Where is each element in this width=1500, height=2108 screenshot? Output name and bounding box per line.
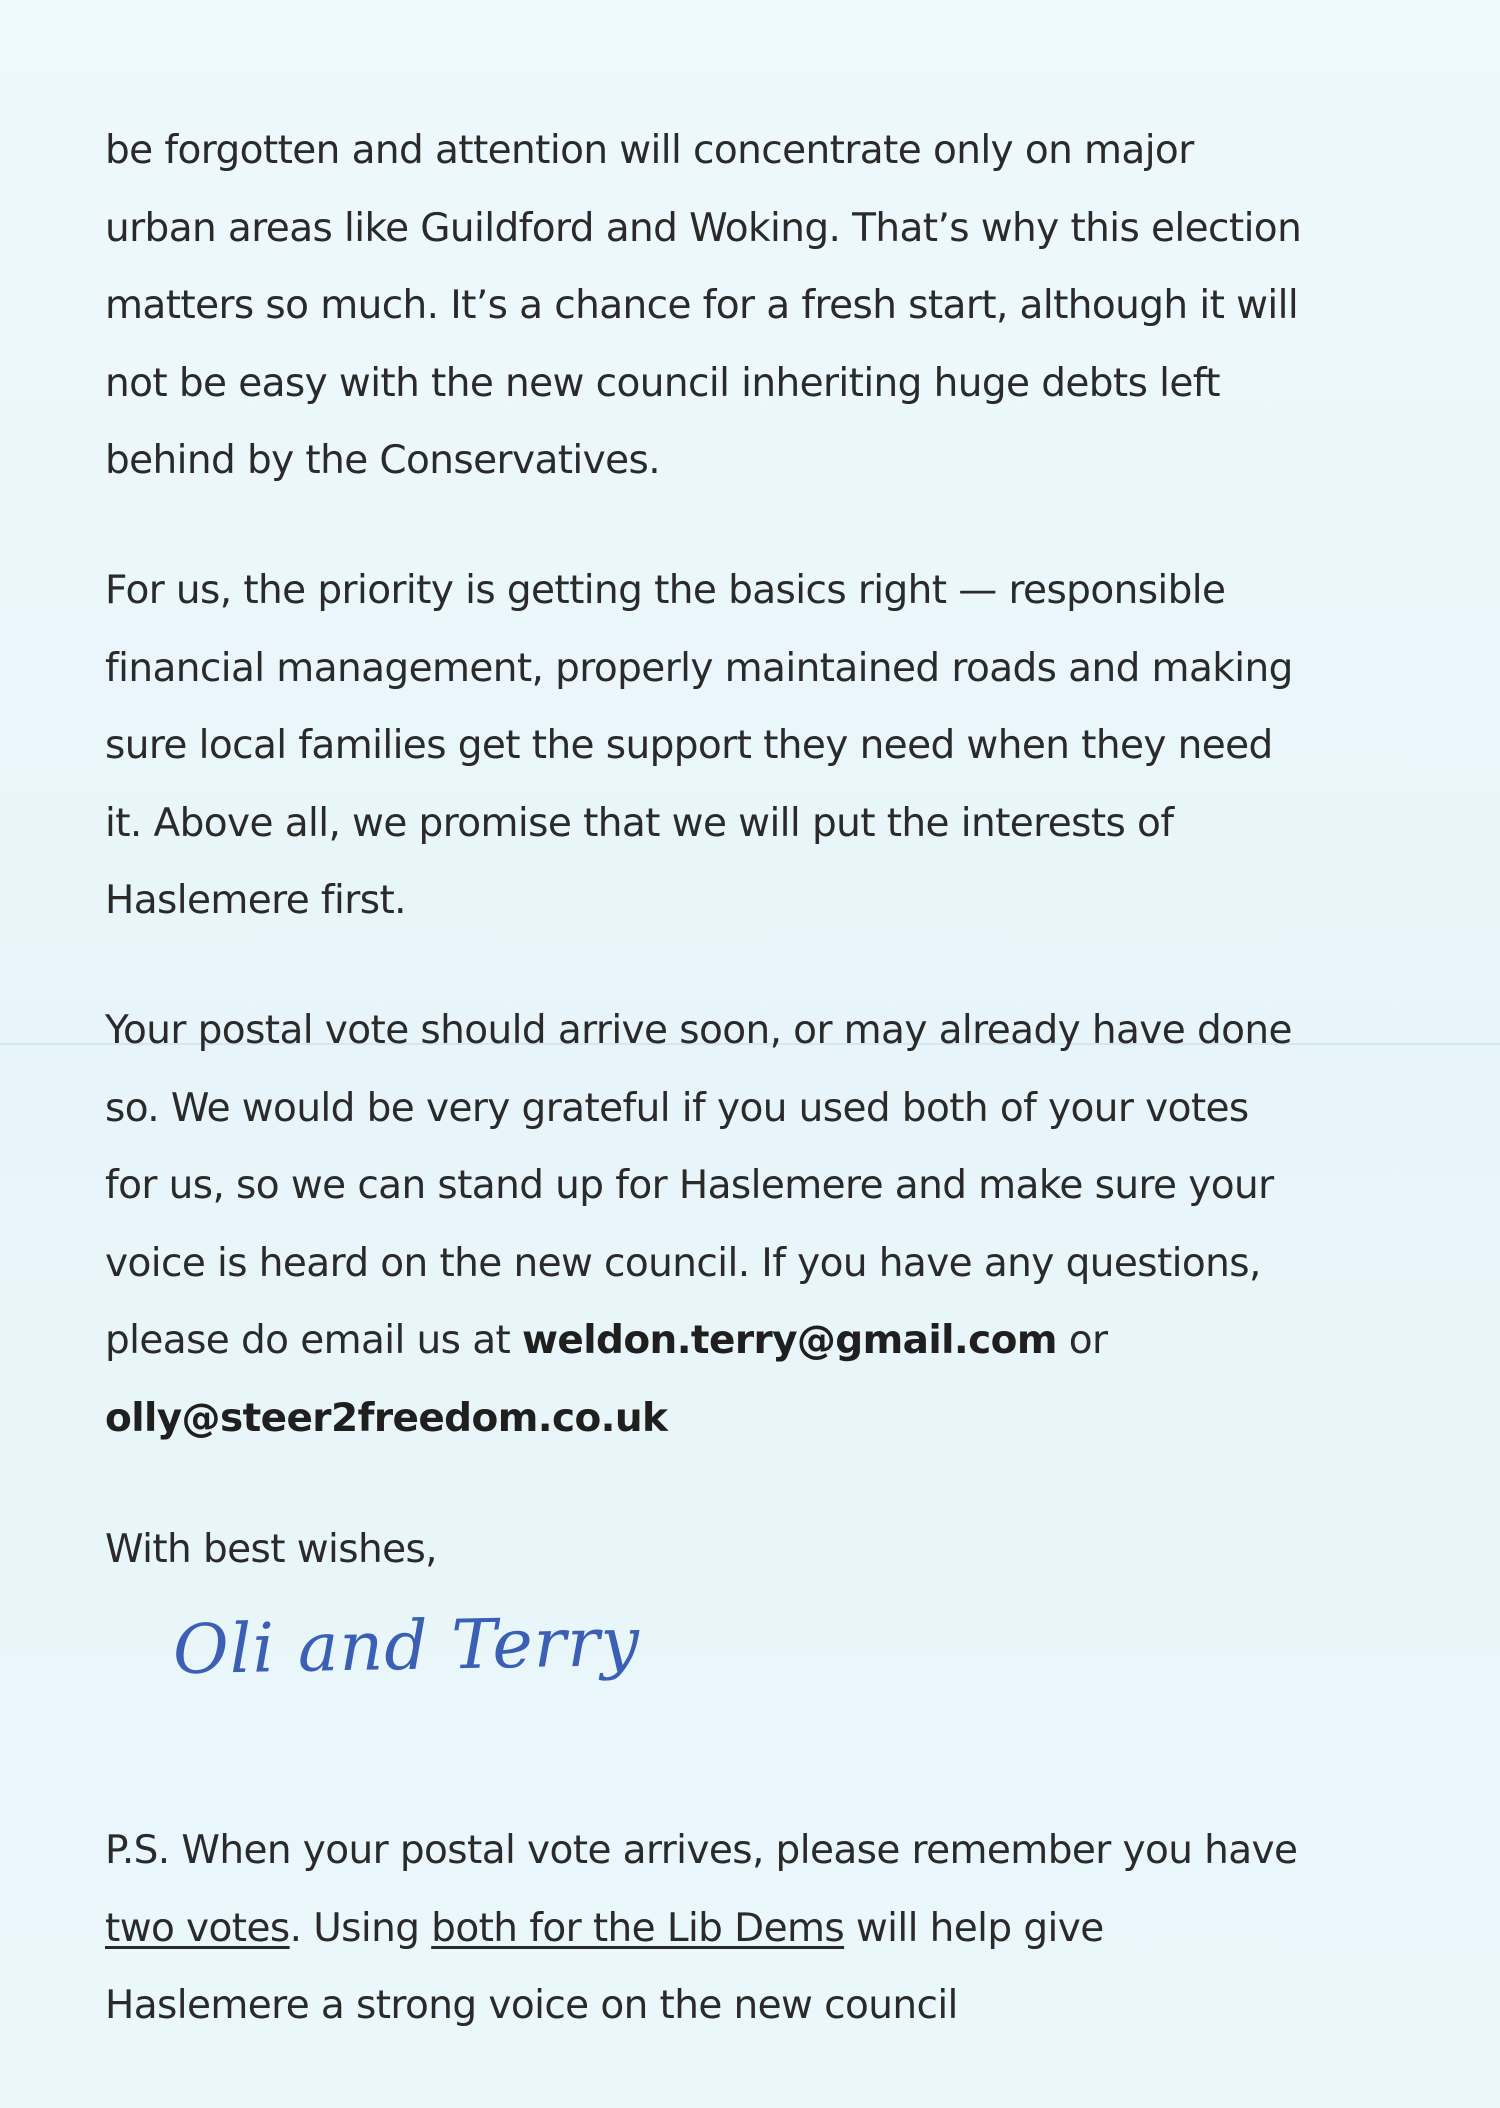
text-line: matters so much. It’s a chance for a fresh start, although it will: [105, 283, 1299, 328]
underlined-two-votes: two votes: [105, 1905, 290, 1951]
email-join-text: or: [1056, 1318, 1108, 1363]
text-line: Haslemere first.: [105, 878, 406, 923]
postscript: [105, 1812, 1297, 2045]
ps-text: will help give: [844, 1905, 1104, 1951]
text-line: not be easy with the new council inheriting huge debts left: [105, 360, 1220, 406]
text-line: be forgotten and attention will concentrate only on major: [105, 128, 1194, 173]
text-line: urban areas like Guildford and Woking. That’s why this election: [105, 205, 1302, 251]
email-line: [105, 1302, 1292, 1380]
paragraph-priorities: [105, 552, 1293, 940]
email-olly[interactable]: olly@steer2freedom.co.uk: [105, 1395, 668, 1441]
text-line: voice is heard on the new council. If you have any questions,: [105, 1240, 1261, 1286]
text-line: financial management, properly maintained roads and making: [105, 645, 1293, 691]
handwritten-signature: Oli and Terry: [172, 1602, 641, 1691]
text-line: behind by the Conservatives.: [105, 438, 661, 483]
closing-greeting: With best wishes,: [105, 1527, 437, 1572]
text-line: it. Above all, we promise that we will put the interests of: [105, 800, 1174, 846]
paragraph-postal-vote: [105, 992, 1292, 1457]
ps-line: P.S. When your postal vote arrives, please remember you have: [105, 1828, 1298, 1873]
text-line: Your postal vote should arrive soon, or may already have done: [105, 1008, 1292, 1053]
text-line: sure local families get the support they need when they need: [105, 723, 1273, 768]
email-terry[interactable]: weldon.terry@gmail.com: [521, 1318, 1057, 1363]
ps-line: [105, 1890, 1297, 1968]
paragraph-election-matters: [105, 112, 1301, 500]
text-line: so. We would be very grateful if you used both of your votes: [105, 1085, 1249, 1131]
ps-line: Haslemere a strong voice on the new council: [105, 1983, 958, 2028]
underlined-both-lib-dems: both for the Lib Dems: [431, 1905, 845, 1951]
ps-text: . Using: [289, 1905, 432, 1951]
text-line: for us, so we can stand up for Haslemere and make sure your: [105, 1163, 1274, 1208]
email-lead-text: please do email us at: [105, 1318, 522, 1363]
text-line: For us, the priority is getting the basics right — responsible: [105, 568, 1226, 613]
